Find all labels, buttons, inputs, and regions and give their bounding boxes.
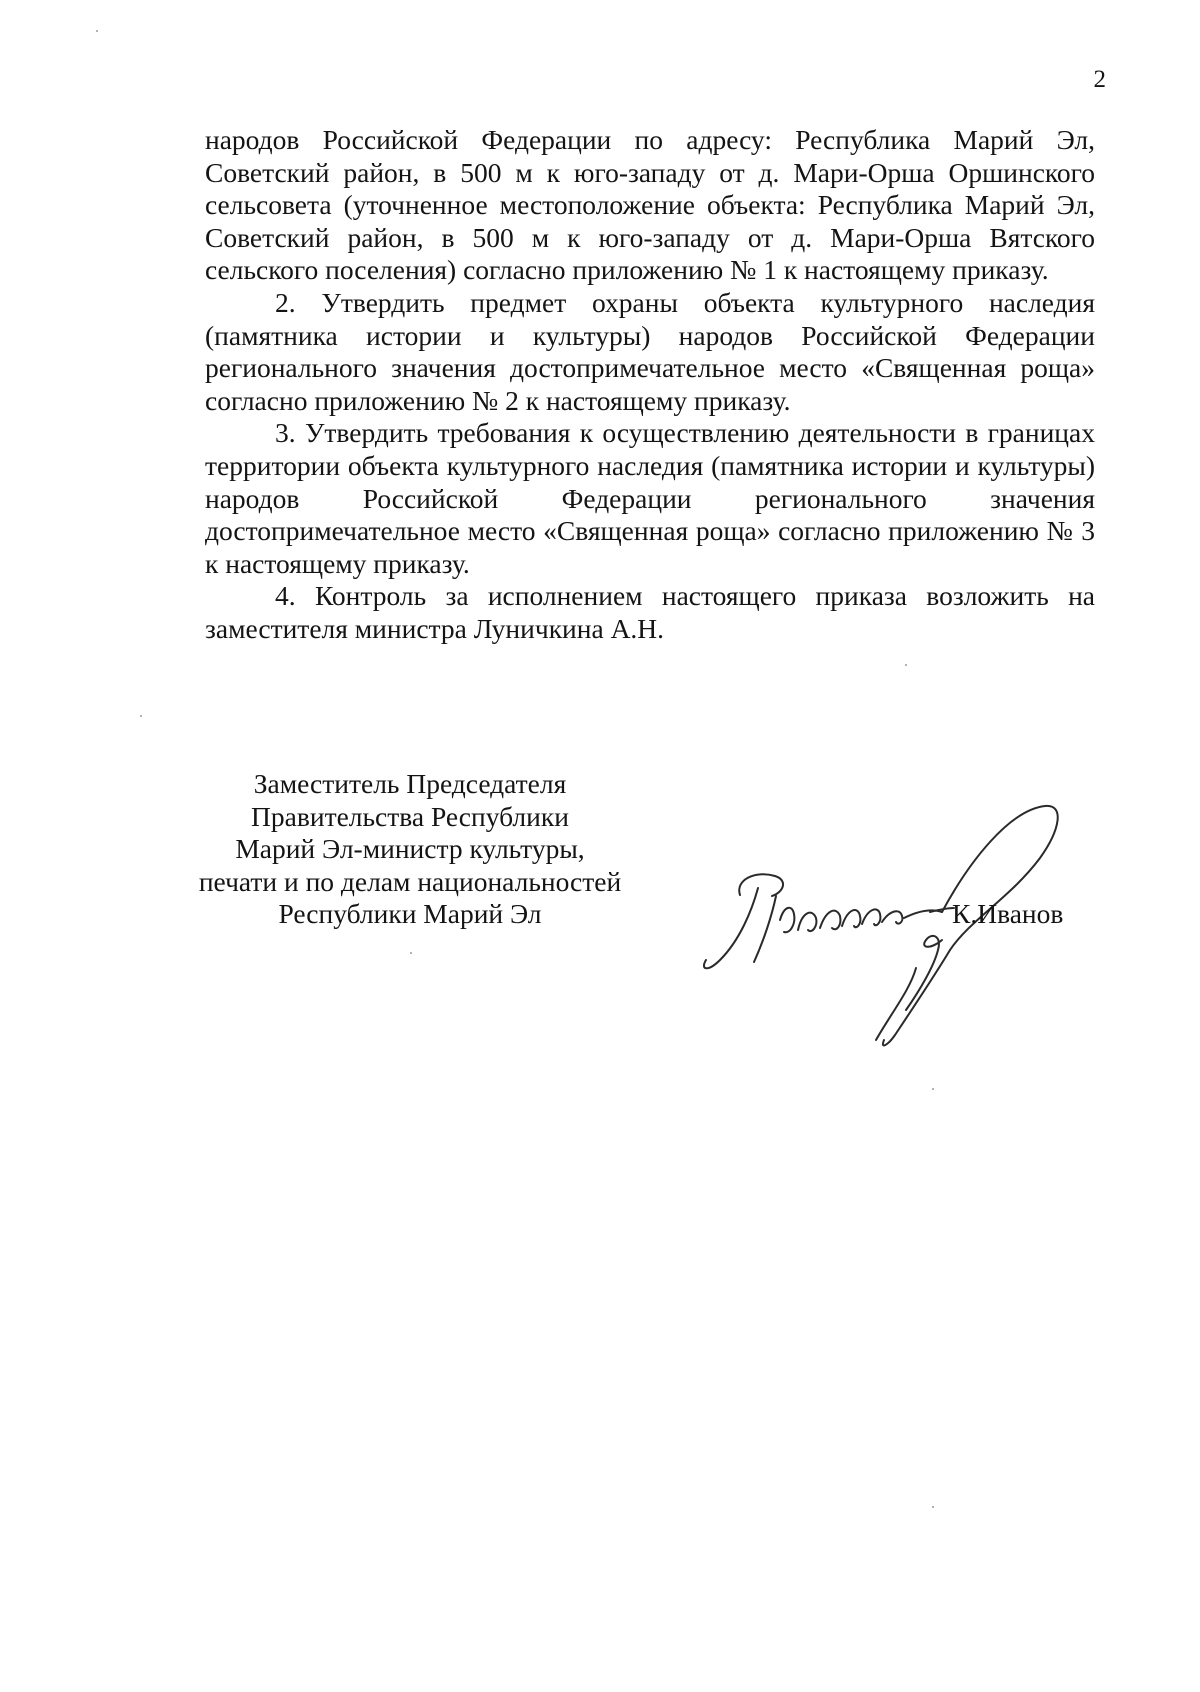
paragraph-item-2: 2. Утвердить предмет охраны объекта культурного наследия (памятника истории и культуры) народов Российской Федерации регионального значения достопримечательное место «Священная роща» согласно приложению № 2 к настоящему приказу. [205,286,1095,416]
scan-speck [932,1088,934,1090]
signer-name: К.Иванов [952,898,1064,929]
scan-speck [932,1506,934,1508]
signer-position-line: Правительства Республики [251,800,569,832]
signer-position-line: печати и по делам национальностей [198,865,622,897]
paragraph-item-4: 4. Контроль за исполнением настоящего приказа возложить на заместителя министра Луничкина А.Н. [205,580,1095,644]
page-number: 2 [1093,66,1106,93]
scan-speck [410,952,412,954]
signer-position-line: Заместитель Председателя [253,768,567,799]
signer-position-line: Марий Эл-министр культуры, [235,833,585,865]
paragraph-continuation: народов Российской Федерации по адресу: Республика Марий Эл, Советский район, в 500 м к юго-западу от д. Мари-Орша Оршинского сельсовета (уточненное местоположение объекта: Республика Марий Эл, Советский район, в 500 м к юго-западу от д. Мари-Орша Вятского сельского поселения) согласно приложению № 1 к настоящему приказу. [205,124,1095,286]
signer-position [150,768,670,931]
scan-speck [905,664,907,666]
document-body [205,124,1095,646]
scan-speck [96,30,98,32]
scan-speck [140,715,142,717]
signer-position-line: Республики Марий Эл [278,898,542,930]
paragraph-item-3: 3. Утвердить требования к осуществлению деятельности в границах территории объекта культурного наследия (памятника истории и культуры) народов Российской Федерации регионального значения достопримечательное место «Священная роща» согласно приложению № 3 к настоящему приказу. [205,417,1095,579]
